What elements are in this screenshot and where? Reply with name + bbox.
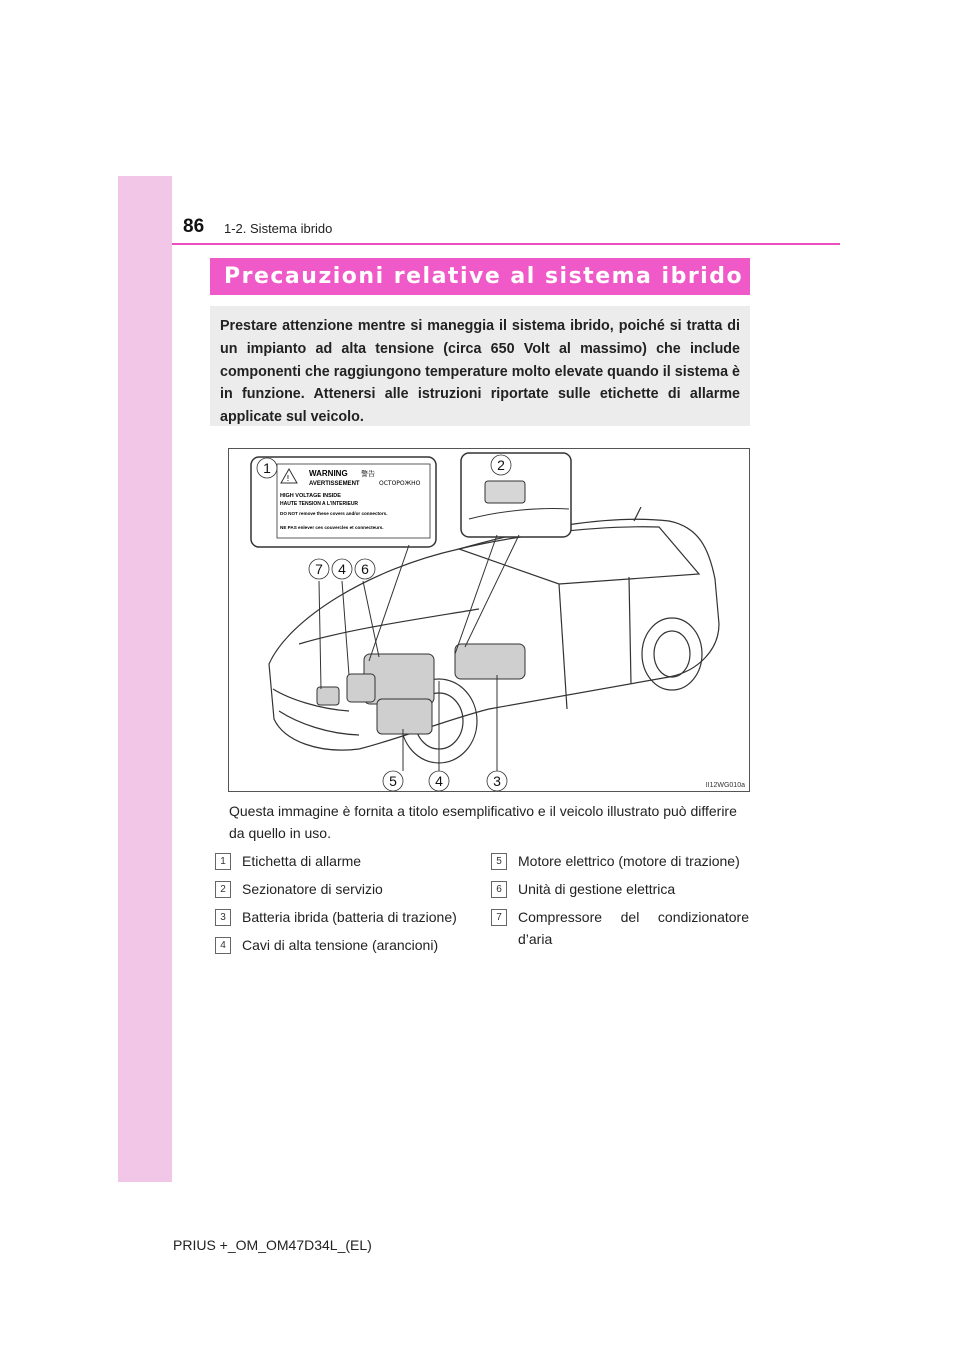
header-divider	[172, 243, 840, 245]
document-footer: PRIUS +_OM_OM47D34L_(EL)	[173, 1237, 372, 1253]
legend-right	[491, 850, 749, 956]
callout-1: 1	[263, 460, 271, 476]
callout-4-top: 4	[338, 561, 346, 577]
intro-box	[210, 306, 750, 426]
legend-number: 1	[215, 853, 231, 870]
legend-number: 7	[491, 909, 507, 926]
legend-item	[215, 850, 477, 872]
label-ne-pas-enlever: NE PAS enlever ces couvercles et connecteurs.	[280, 525, 384, 530]
figure-caption: Questa immagine è fornita a titolo esemplificativo e il veicolo illustrato può differire da quello in uso.	[229, 803, 737, 841]
page-number: 86	[183, 216, 205, 237]
legend-text: Sezionatore di servizio	[242, 881, 383, 897]
page-title: Precauzioni relative al sistema ibrido	[224, 264, 744, 289]
label-avertissement: AVERTISSEMENT	[309, 481, 360, 487]
svg-text:!: !	[286, 474, 290, 483]
label-haute-tension: HAUTE TENSION A L'INTERIEUR	[280, 501, 359, 507]
figure-code: II12WG010a	[705, 782, 745, 789]
vehicle-drawing	[229, 449, 749, 791]
legend-item	[215, 878, 477, 900]
legend-left	[215, 850, 477, 962]
legend-text: Batteria ibrida (batteria di trazione)	[242, 909, 457, 925]
intro-text: Prestare attenzione mentre si maneggia il sistema ibrido, poiché si tratta di un impianto ad alta tensione (circa 650 Volt al massimo) che include componenti che raggiungono temperature molto elevate quando il sistema è in funzione. Attenersi alle istruzioni riportate sulle etichette di allarme applicate sul veicolo.	[220, 318, 740, 426]
legend-text: Unità di gestione elettrica	[518, 881, 676, 897]
legend-text: Motore elettrico (motore di trazione)	[518, 853, 740, 869]
callout-4-bottom: 4	[435, 773, 443, 789]
callout-2: 2	[497, 457, 505, 473]
legend-item	[491, 850, 749, 872]
legend-number: 2	[215, 881, 231, 898]
label-do-not-remove: DO NOT remove these covers and/or connectors.	[280, 511, 388, 516]
legend-text: Compressore del condizionatore d’aria	[518, 909, 749, 947]
service-plug-drawing	[485, 481, 525, 503]
legend-number: 5	[491, 853, 507, 870]
label-avertissement-ru: ОСТОРОЖНО	[379, 480, 421, 487]
section-title-bar	[210, 258, 750, 295]
legend-item	[491, 878, 749, 900]
section-breadcrumb: 1-2. Sistema ibrido	[224, 221, 333, 236]
label-warning: WARNING	[309, 469, 348, 478]
vehicle-illustration	[228, 448, 750, 792]
legend-item	[215, 934, 477, 956]
legend-item	[491, 906, 749, 950]
legend-number: 4	[215, 937, 231, 954]
label-high-voltage: HIGH VOLTAGE INSIDE	[280, 493, 341, 499]
side-band	[118, 176, 172, 1182]
label-warning-jp: 警告	[361, 470, 375, 478]
callout-5: 5	[389, 773, 397, 789]
legend-text: Etichetta di allarme	[242, 853, 362, 869]
callout-3: 3	[493, 773, 501, 789]
callout-6: 6	[361, 561, 369, 577]
callout-7: 7	[315, 561, 323, 577]
legend-text: Cavi di alta tensione (arancioni)	[242, 937, 439, 953]
legend-number: 3	[215, 909, 231, 926]
legend-number: 6	[491, 881, 507, 898]
legend-item	[215, 906, 477, 928]
